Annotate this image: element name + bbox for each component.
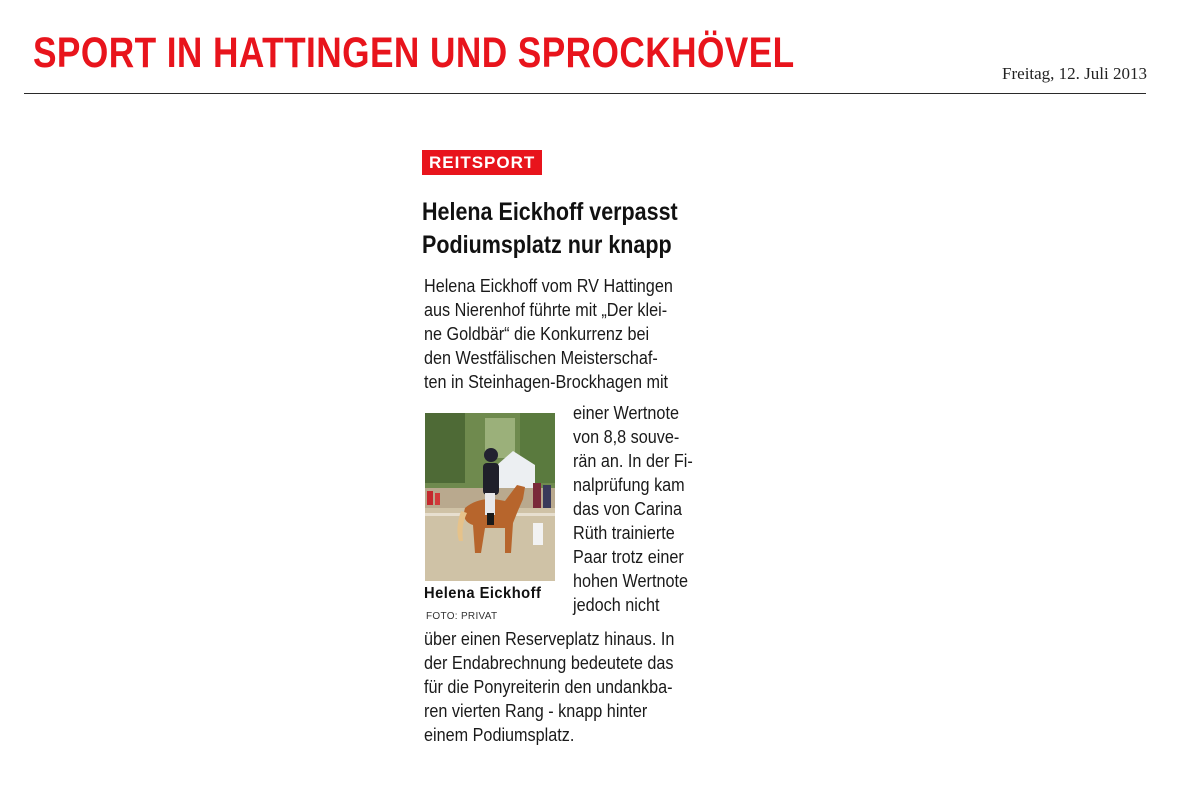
header-rule [24,93,1146,94]
body-line: für die Ponyreiterin den undankba- [424,677,673,697]
body-line: ren vierten Rang - knapp hinter [424,701,648,721]
body-line: einem Podiumsplatz. [424,725,575,745]
article-kicker: REITSPORT [422,150,542,175]
body-line: über einen Reserveplatz hinaus. In [424,629,675,649]
body-line: ten in Steinhagen-Brockhagen mit [424,372,669,392]
body-line: von 8,8 souve- [573,427,680,447]
rider-photo-illustration [425,413,555,581]
body-line: hohen Wertnote [573,571,688,591]
body-line: den Westfälischen Meisterschaf- [424,348,658,368]
section-title: SPORT IN HATTINGEN UND SPROCKHÖVEL [33,29,795,77]
body-line: einer Wertnote [573,403,679,423]
headline-line: Helena Eickhoff verpasst [422,198,678,226]
body-line: Rüth trainierte [573,523,675,543]
headline-line: Podiumsplatz nur knapp [422,231,672,259]
article-photo [425,413,555,581]
article-headline [422,196,706,262]
body-line: der Endabrechnung bedeutete das [424,653,674,673]
body-line: Paar trotz einer [573,547,684,567]
body-line: nalprüfung kam [573,475,685,495]
body-line: das von Carina [573,499,682,519]
issue-date: Freitag, 12. Juli 2013 [1002,64,1147,83]
body-line: jedoch nicht [573,595,660,615]
photo-credit: FOTO: PRIVAT [426,611,498,622]
photo-caption: Helena Eickhoff [424,585,542,602]
body-line: aus Nierenhof führte mit „Der klei- [424,300,668,320]
body-line: Helena Eickhoff vom RV Hattingen [424,276,673,296]
body-line: rän an. In der Fi- [573,451,693,471]
body-line: ne Goldbär“ die Konkurrenz bei [424,324,650,344]
